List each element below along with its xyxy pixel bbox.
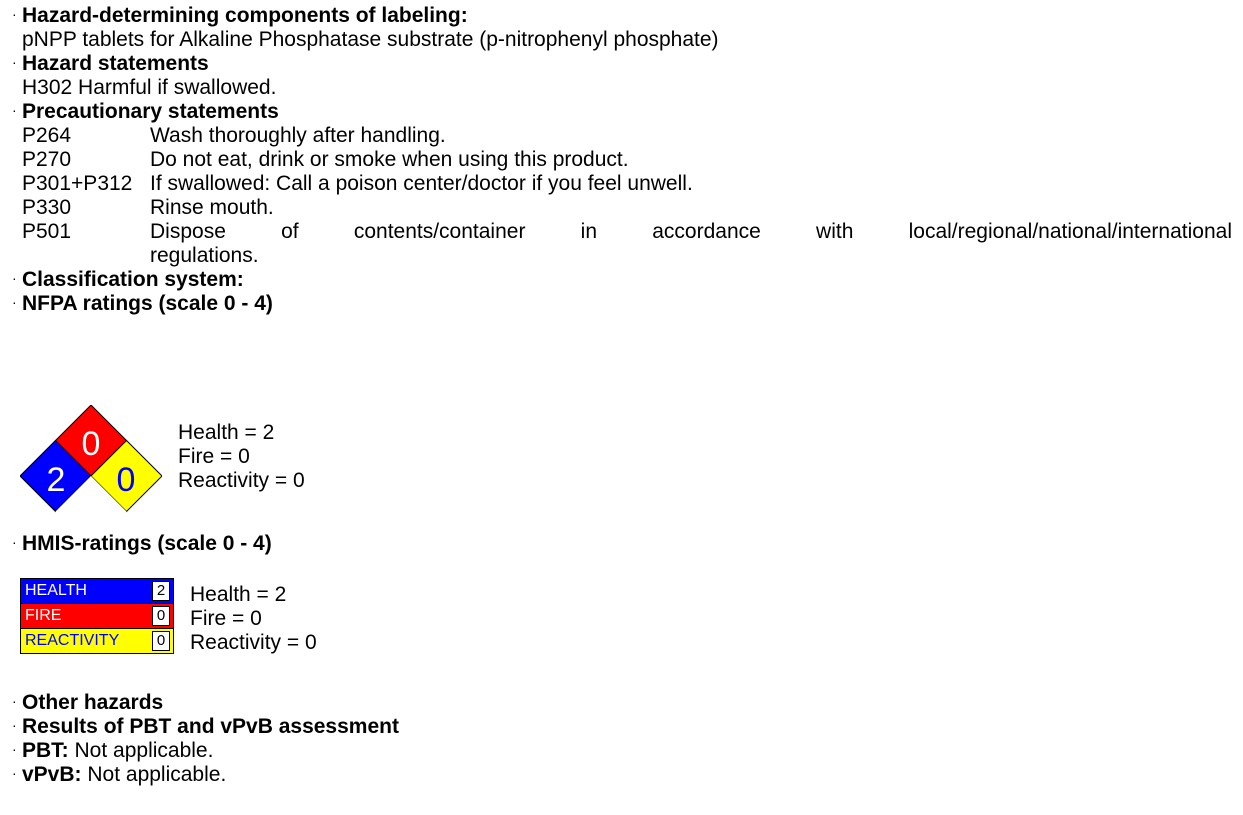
precaution-text: Wash thoroughly after handling. [150,124,446,147]
nfpa-reactivity-label: Reactivity = 0 [178,469,305,492]
precaution-text: If swallowed: Call a poison center/doctor if you feel unwell. [150,172,693,195]
hmis-health-label: Health = 2 [190,583,287,606]
hmis-health-name: HEALTH [25,582,87,599]
nfpa-diamond [20,405,162,547]
vpvb-label: vPvB: [22,763,82,786]
precaution-code: P270 [22,148,72,171]
hazard-components-text: pNPP tablets for Alkaline Phosphatase substrate (p-nitrophenyl phosphate) [22,28,719,51]
precaution-text: Rinse mouth. [150,196,274,219]
precaution-code: P330 [22,196,72,219]
pbt-results-heading: · Results of PBT and vPvB assessment [12,715,399,738]
nfpa-reactivity-value: 0 [116,461,136,499]
precaution-text: Dispose of contents/container in accordance with local/regional/national/international [150,220,1232,243]
nfpa-fire-value: 0 [81,425,101,463]
nfpa-heading: · NFPA ratings (scale 0 - 4) [12,292,273,315]
classification-heading: · Classification system: [12,268,244,291]
hmis-fire-value: 0 [152,606,170,626]
hmis-health-row [20,578,174,603]
pbt-line: · PBT: Not applicable. [12,739,214,762]
hmis-reactivity-name: REACTIVITY [25,632,120,649]
hmis-health-value: 2 [152,581,170,601]
hmis-reactivity-label: Reactivity = 0 [190,631,317,654]
pbt-value: Not applicable. [74,739,214,762]
pbt-label: PBT: [22,739,69,762]
other-hazards-heading: · Other hazards [12,691,164,714]
hazard-components-heading: · Hazard-determining components of labeling: [12,4,468,27]
precaution-code: P264 [22,124,72,147]
nfpa-health-label: Health = 2 [178,421,275,444]
precaution-code: P301+P312 [22,172,133,195]
precaution-code: P501 [22,220,72,243]
hmis-fire-label: Fire = 0 [190,607,262,630]
vpvb-value: Not applicable. [87,763,227,786]
hmis-fire-name: FIRE [25,607,62,624]
nfpa-fire-label: Fire = 0 [178,445,250,468]
hmis-fire-row [20,603,174,628]
precaution-text: Do not eat, drink or smoke when using this product. [150,148,629,171]
precaution-text-continued: regulations. [150,244,259,267]
hmis-label [20,578,174,654]
hmis-reactivity-value: 0 [152,631,170,651]
hazard-statements-heading: · Hazard statements [12,52,209,75]
nfpa-health-value: 2 [46,461,66,499]
vpvb-line: · vPvB: Not applicable. [12,763,227,786]
hmis-heading: · HMIS-ratings (scale 0 - 4) [12,532,272,555]
hmis-reactivity-row [20,628,174,654]
precautionary-heading: · Precautionary statements [12,100,279,123]
hazard-statement: H302 Harmful if swallowed. [22,76,277,99]
